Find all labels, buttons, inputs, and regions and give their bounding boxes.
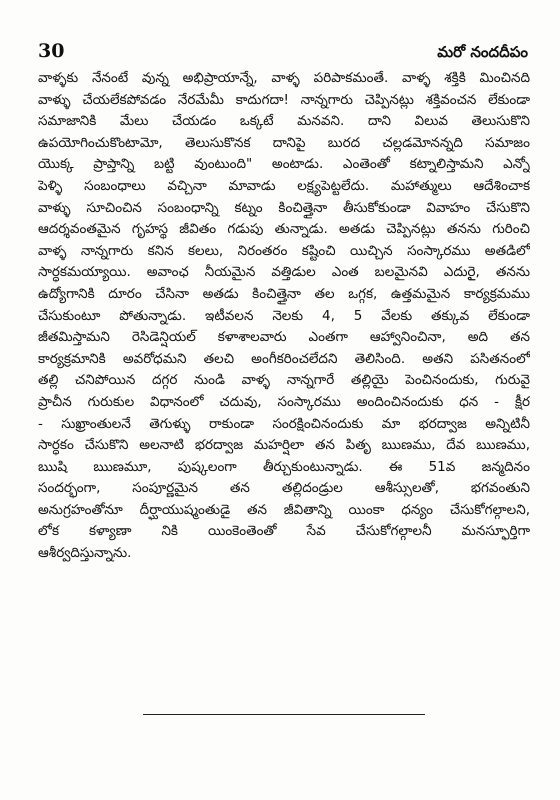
text-line: కార్యక్రమానికి అవరోధమని తలచి అంగీకరించలేదని తెలిసింది. అతని పసితనంలో xyxy=(38,350,530,367)
running-title: మరో నందదీపం xyxy=(437,43,528,61)
body-paragraph xyxy=(38,68,530,565)
text-line: ఉద్యోగానికి దూరం చేసినా అతడు కించిత్తైనా తల ఒగ్గక, ఉత్తమమైన కార్యక్రమము xyxy=(38,285,530,302)
text-line: సార్ధకమయ్యాయి. అవాంఛ నీయమైన వత్తిడుల ఎంత బలమైనవి ఎదురైౖ, తనను xyxy=(38,264,530,281)
text-line: లోక కళ్యాణా నికి యింకెంతెంతో సేవ చేసుకోగల్గాలనీ మనస్ఫూర్తిగా xyxy=(38,523,530,540)
text-line: పెళ్ళి సంబంధాలు వచ్చినా మావాడు లక్ష్యపెట్టలేదు. మహాత్ములు ఆదేశించాక xyxy=(38,177,530,194)
page-number: 30 xyxy=(38,40,65,62)
text-line: తల్లి చనిపోయిన దగ్గర నుండి వాళ్ళ నాన్నగారే తల్లియై పెంచినందుకు, గురువై xyxy=(38,372,530,389)
text-line: - సుఖ్రాంతులనే తెగుళ్ళు రాకుండా సంరక్షించినందుకు మా భరద్వాజ అన్నిటినీ xyxy=(38,415,530,432)
text-line: చేసుకుంటూ పోతున్నాడు. ఇటీవలన నెలకు 4, 5 వేలకు తక్కువ లేకుండా xyxy=(38,307,530,324)
page-header xyxy=(38,40,528,68)
text-line: వాళ్ళకు నేనంటే వున్న అభిప్రాయాన్నే, వాళ్ళ పరిపాకమంతే. వాళ్ళ శక్తికి మించినది xyxy=(38,70,530,86)
section-divider xyxy=(143,714,425,715)
text-line: వాళ్ళ నాన్నగారు కనిన కలలు, నిరంతరం కష్టించి యిచ్చిన సంస్కారము అతడిలో xyxy=(38,242,530,259)
text-line: యొక్క ప్రాప్తాన్ని బట్టి వుంటుంది" అంటాడు. ఎంతెంతో కట్నాలిస్తామని ఎన్నో xyxy=(38,156,530,173)
text-line: అనుగ్రహంతోనూ దీర్ఘాయుష్మంతుడై తన జీవితాన్ని యింకా ధన్యం చేసుకోగల్గాలని, xyxy=(38,501,530,518)
text-line: సందర్భంగా, సంపూర్ణమైన తన తల్లిదండ్రుల ఆశీస్సులతో, భగవంతుని xyxy=(38,480,530,497)
text-line: సమాజానికి మేలు చేయడం ఒక్కటే మనవని. దాని విలువ తెలుసుకొని xyxy=(38,113,530,130)
text-line: ఆశీర్వదిస్తున్నాను. xyxy=(38,545,132,562)
text-line: ఉపయోగించుకొంటామో, తెలుసుకొనక దానిపై బురద చల్లడమోనన్నది సమాజం xyxy=(38,134,530,151)
text-line: సార్ధకం చేసుకొని అలనాటి భరద్వాజ మహర్షిలా తన పితృ ఋణము, దేవ ఋణము, xyxy=(38,437,530,454)
text-line: ఆదర్శవంతమైన గృహస్థ జీవితం గడుపు తున్నాడు. అతడు చెప్పినట్లు తనను గురించి xyxy=(38,221,530,238)
text-line: ఋషి ఋణమూ, పుష్కలంగా తీర్చుకుంటున్నాడు. ఈ 51వ జన్మదినం xyxy=(38,458,530,475)
text-line: వాళ్ళు సూచించిన సంబంధాన్ని కట్నం కించిత్తైనా తీసుకోకుండా వివాహం చేసుకొని xyxy=(38,199,530,216)
text-line: వాళ్ళు చేయలేకపోవడం నేరమేమీ కాదుగదా! నాన్నగారు చెప్పినట్లు శక్తివంచన లేకుండా xyxy=(38,91,530,108)
text-line: జీతమిస్తామని రెసిడెన్షియల్ కళాశాలవారు ఎంతగా ఆహ్వానించినా, అది తన xyxy=(38,329,530,346)
text-line: ప్రాచీన గురుకుల విధానంలో చదువు, సంస్కారము అందించినందుకు ధన - క్షీర xyxy=(38,393,530,410)
